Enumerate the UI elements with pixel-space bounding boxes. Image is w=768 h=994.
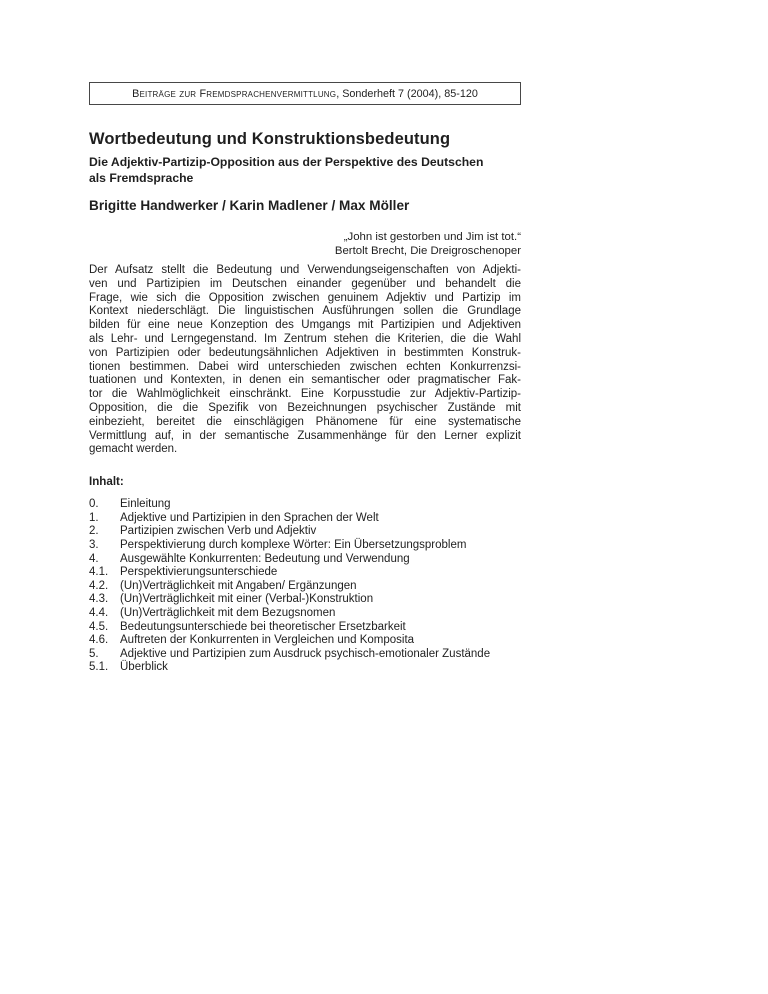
toc-row bbox=[89, 539, 521, 553]
toc-label: Partizipien zwischen Verb und Adjektiv bbox=[120, 525, 317, 538]
toc-number: 3. bbox=[89, 538, 99, 551]
toc-number: 4.5. bbox=[89, 620, 109, 633]
subtitle-line: als Fremdsprache bbox=[89, 171, 194, 185]
abstract-line: bilden für eine neue Konzeption des Umgangs mit Partizipien und Adjektiven bbox=[89, 319, 521, 332]
abstract-line: Opposition, die die Spezifik von Bezeichnungen psychischer Zustände mit bbox=[89, 401, 521, 414]
toc-label: Adjektive und Partizipien zum Ausdruck psychisch-emotionaler Zustände bbox=[120, 647, 491, 660]
toc-number: 4.6. bbox=[89, 634, 109, 647]
toc-number: 4.1. bbox=[89, 566, 109, 579]
toc-label: (Un)Verträglichkeit mit Angaben/ Ergänzungen bbox=[120, 579, 357, 592]
toc-label: Ausgewählte Konkurrenten: Bedeutung und Verwendung bbox=[120, 552, 410, 565]
journal-name: Beiträge zur Fremdsprachenvermittlung bbox=[132, 87, 337, 100]
paper-title: Wortbedeutung und Konstruktionsbedeutung bbox=[89, 130, 451, 148]
toc-number: 2. bbox=[89, 525, 99, 538]
toc-number: 4.2. bbox=[89, 579, 109, 592]
paper-subtitle bbox=[89, 154, 521, 186]
toc-heading: Inhalt: bbox=[89, 475, 124, 489]
toc-label: Auftreten der Konkurrenten in Vergleichen und Komposita bbox=[120, 634, 415, 647]
abstract-line: Der Aufsatz stellt die Bedeutung und Verwendungseigenschaften von Adjekti- bbox=[89, 264, 521, 276]
journal-header-box bbox=[89, 82, 521, 105]
epigraph-quote: „John ist gestorben und Jim ist tot.“ bbox=[343, 231, 521, 243]
toc-row bbox=[89, 593, 521, 607]
toc-label: (Un)Verträglichkeit mit dem Bezugsnomen bbox=[120, 606, 336, 619]
toc-row bbox=[89, 621, 521, 635]
abstract-paragraph bbox=[89, 264, 521, 457]
abstract-line: Vermittlung auf, in der semantische Zusammenhänge für den Lerner explizit bbox=[89, 429, 521, 442]
epigraph bbox=[89, 230, 521, 258]
toc-number: 4.4. bbox=[89, 606, 109, 619]
abstract-line: gemacht werden. bbox=[89, 443, 178, 456]
toc-number: 4.3. bbox=[89, 593, 109, 606]
toc-row bbox=[89, 566, 521, 580]
toc-label: Einleitung bbox=[120, 498, 171, 511]
toc-row bbox=[89, 580, 521, 594]
toc-row bbox=[89, 607, 521, 621]
abstract-line: Frage, wie sich die Opposition zwischen genuinem Adjektiv und Partizip im bbox=[89, 291, 521, 304]
toc-number: 5. bbox=[89, 647, 99, 660]
toc-label: Perspektivierungsunterschiede bbox=[120, 566, 278, 579]
abstract-line: ven und Partizipien im Deutschen einander gegenüber und behandelt die bbox=[89, 277, 521, 290]
subtitle-line: Die Adjektiv-Partizip-Opposition aus der Perspektive des Deutschen bbox=[89, 155, 484, 169]
toc-row bbox=[89, 525, 521, 539]
abstract-line: von Partizipien oder bedeutungsähnlichen Adjektiven in bestimmten Konstruk- bbox=[89, 346, 521, 359]
toc-label: Adjektive und Partizipien in den Sprachen der Welt bbox=[120, 511, 379, 524]
epigraph-attribution: Bertolt Brecht, Die Dreigroschenoper bbox=[334, 245, 521, 257]
toc-label: Bedeutungsunterschiede bei theoretischer Ersetzbarkeit bbox=[120, 620, 406, 633]
abstract-line: Kontext niederschlägt. Die linguistischen Ausführungen sollen die Grundlage bbox=[89, 305, 521, 318]
abstract-line: tor die Wahlmöglichkeit einschränkt. Eine Korpusstudie zur Adjektiv-Partizip- bbox=[89, 388, 521, 401]
toc-row bbox=[89, 634, 521, 648]
toc-number: 0. bbox=[89, 498, 99, 511]
toc-label: (Un)Verträglichkeit mit einer (Verbal-)Konstruktion bbox=[120, 593, 374, 606]
journal-issue: , Sonderheft 7 (2004), 85-120 bbox=[336, 87, 478, 100]
toc-row bbox=[89, 648, 521, 662]
toc-number: 4. bbox=[89, 552, 99, 565]
abstract-line: tionen bestimmen. Dabei wird unterschieden zwischen echten Konkurrenzsi- bbox=[89, 360, 521, 373]
abstract-line: einbezieht, bereitet die einschlägigen Phänomene für eine systematische bbox=[89, 415, 521, 428]
toc-row bbox=[89, 553, 521, 567]
abstract-line: tuationen und Kontexten, in denen ein semantischer oder pragmatischer Fak- bbox=[89, 374, 521, 387]
toc-list bbox=[89, 498, 521, 675]
toc-row bbox=[89, 661, 521, 675]
toc-label: Perspektivierung durch komplexe Wörter: Ein Übersetzungsproblem bbox=[120, 538, 467, 551]
toc-row bbox=[89, 498, 521, 512]
toc-row bbox=[89, 512, 521, 526]
authors-line: Brigitte Handwerker / Karin Madlener / Max Möller bbox=[89, 198, 410, 213]
abstract-line: als Lehr- und Lerngegenstand. Im Zentrum stehen die Kriterien, die die Wahl bbox=[89, 332, 521, 345]
toc-number: 1. bbox=[89, 511, 99, 524]
toc-number: 5.1. bbox=[89, 661, 109, 674]
toc-label: Überblick bbox=[120, 661, 168, 674]
text-column bbox=[89, 0, 521, 675]
